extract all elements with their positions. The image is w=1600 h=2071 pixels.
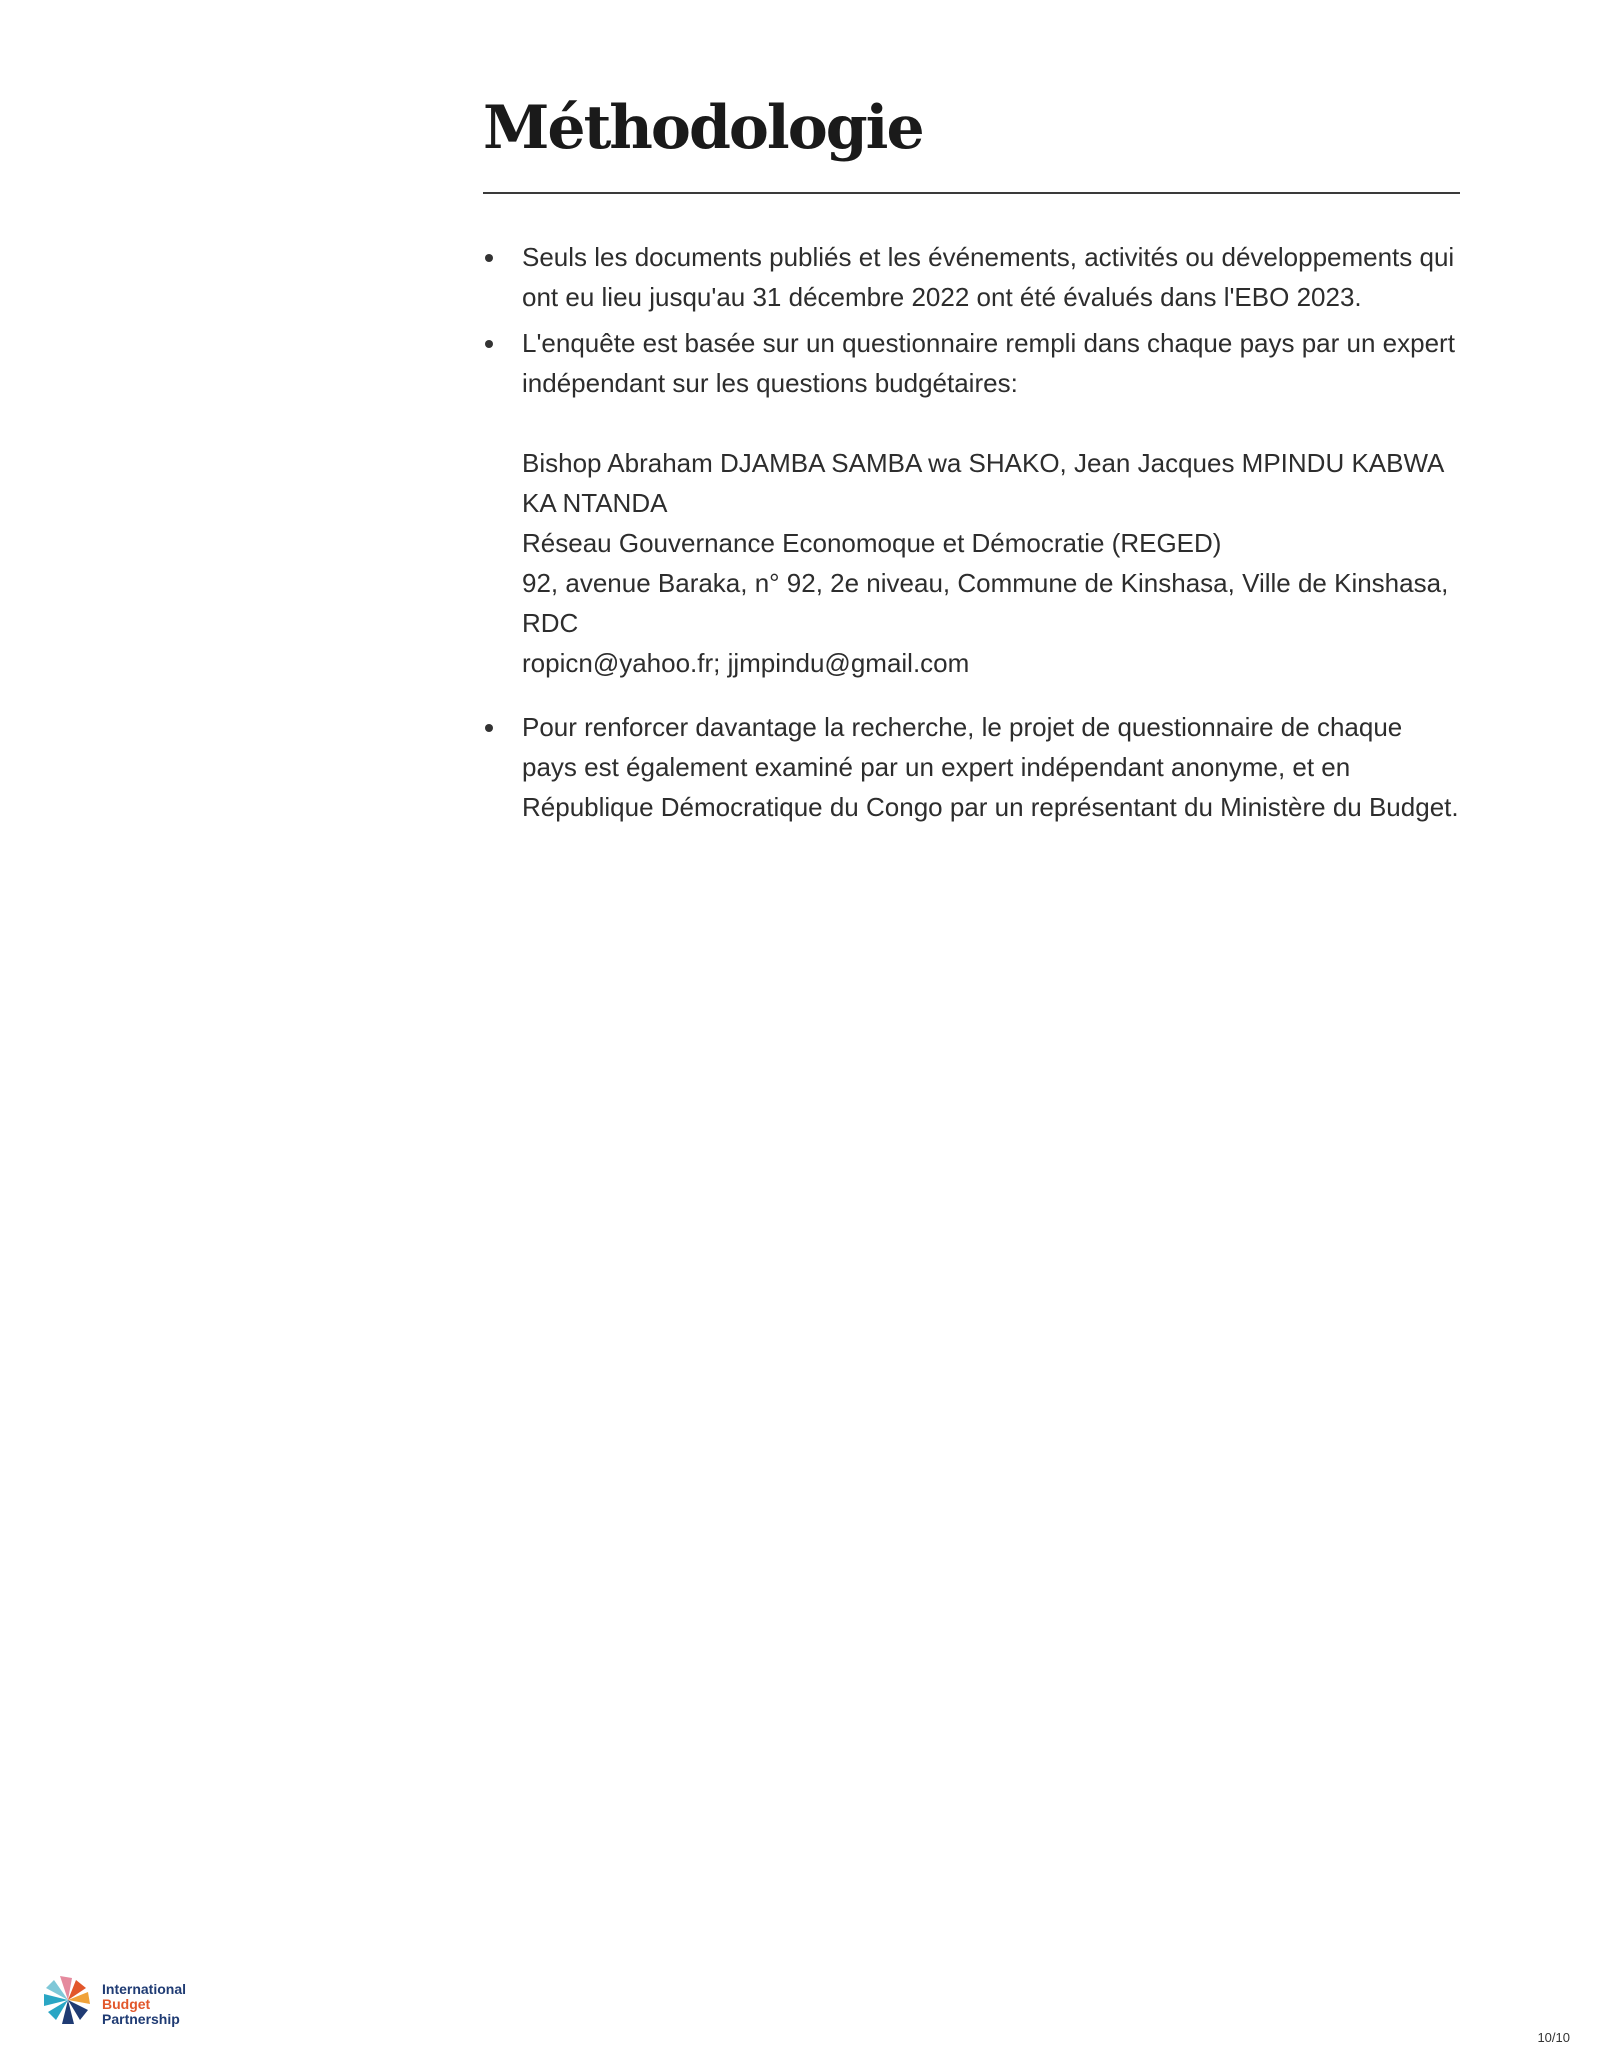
ibp-logo xyxy=(40,1970,210,2030)
contact-address: 92, avenue Baraka, n° 92, 2e niveau, Commune de Kinshasa, Ville de Kinshasa, RDC xyxy=(522,568,1449,638)
bullet-text: L'enquête est basée sur un questionnaire rempli dans chaque pays par un expert indépendant sur les questions budgétaires: xyxy=(522,328,1455,398)
page-number: 10/10 xyxy=(1537,2030,1570,2045)
logo-wordmark xyxy=(102,1982,186,2027)
logo-line-budget: Budget xyxy=(102,1996,151,2012)
logo-line-international: International xyxy=(102,1981,187,1997)
title-divider xyxy=(483,192,1460,194)
page-title: Méthodologie xyxy=(483,93,923,163)
bullet-item: Pour renforcer davantage la recherche, le projet de questionnaire de chaque pays est également examiné par un expert indépendant anonyme, et en République Démocratique du Congo par un représentant du Ministère du Budget. xyxy=(483,707,1460,827)
contact-organization: Réseau Gouvernance Economoque et Démocratie (REGED) xyxy=(522,528,1222,558)
logo-line-partnership: Partnership xyxy=(102,2011,180,2027)
bullet-list xyxy=(483,237,1460,827)
contact-names: Bishop Abraham DJAMBA SAMBA wa SHAKO, Jean Jacques MPINDU KABWA KA NTANDA xyxy=(522,448,1443,518)
contact-block xyxy=(522,443,1460,683)
pinwheel-logo-icon xyxy=(40,1970,96,2030)
main-content xyxy=(483,84,1460,827)
bullet-item: Seuls les documents publiés et les événements, activités ou développements qui ont eu lieu jusqu'au 31 décembre 2022 ont été évalués dans l'EBO 2023. xyxy=(483,237,1460,317)
contact-emails: ropicn@yahoo.fr; jjmpindu@gmail.com xyxy=(522,648,970,678)
bullet-item xyxy=(483,323,1460,683)
